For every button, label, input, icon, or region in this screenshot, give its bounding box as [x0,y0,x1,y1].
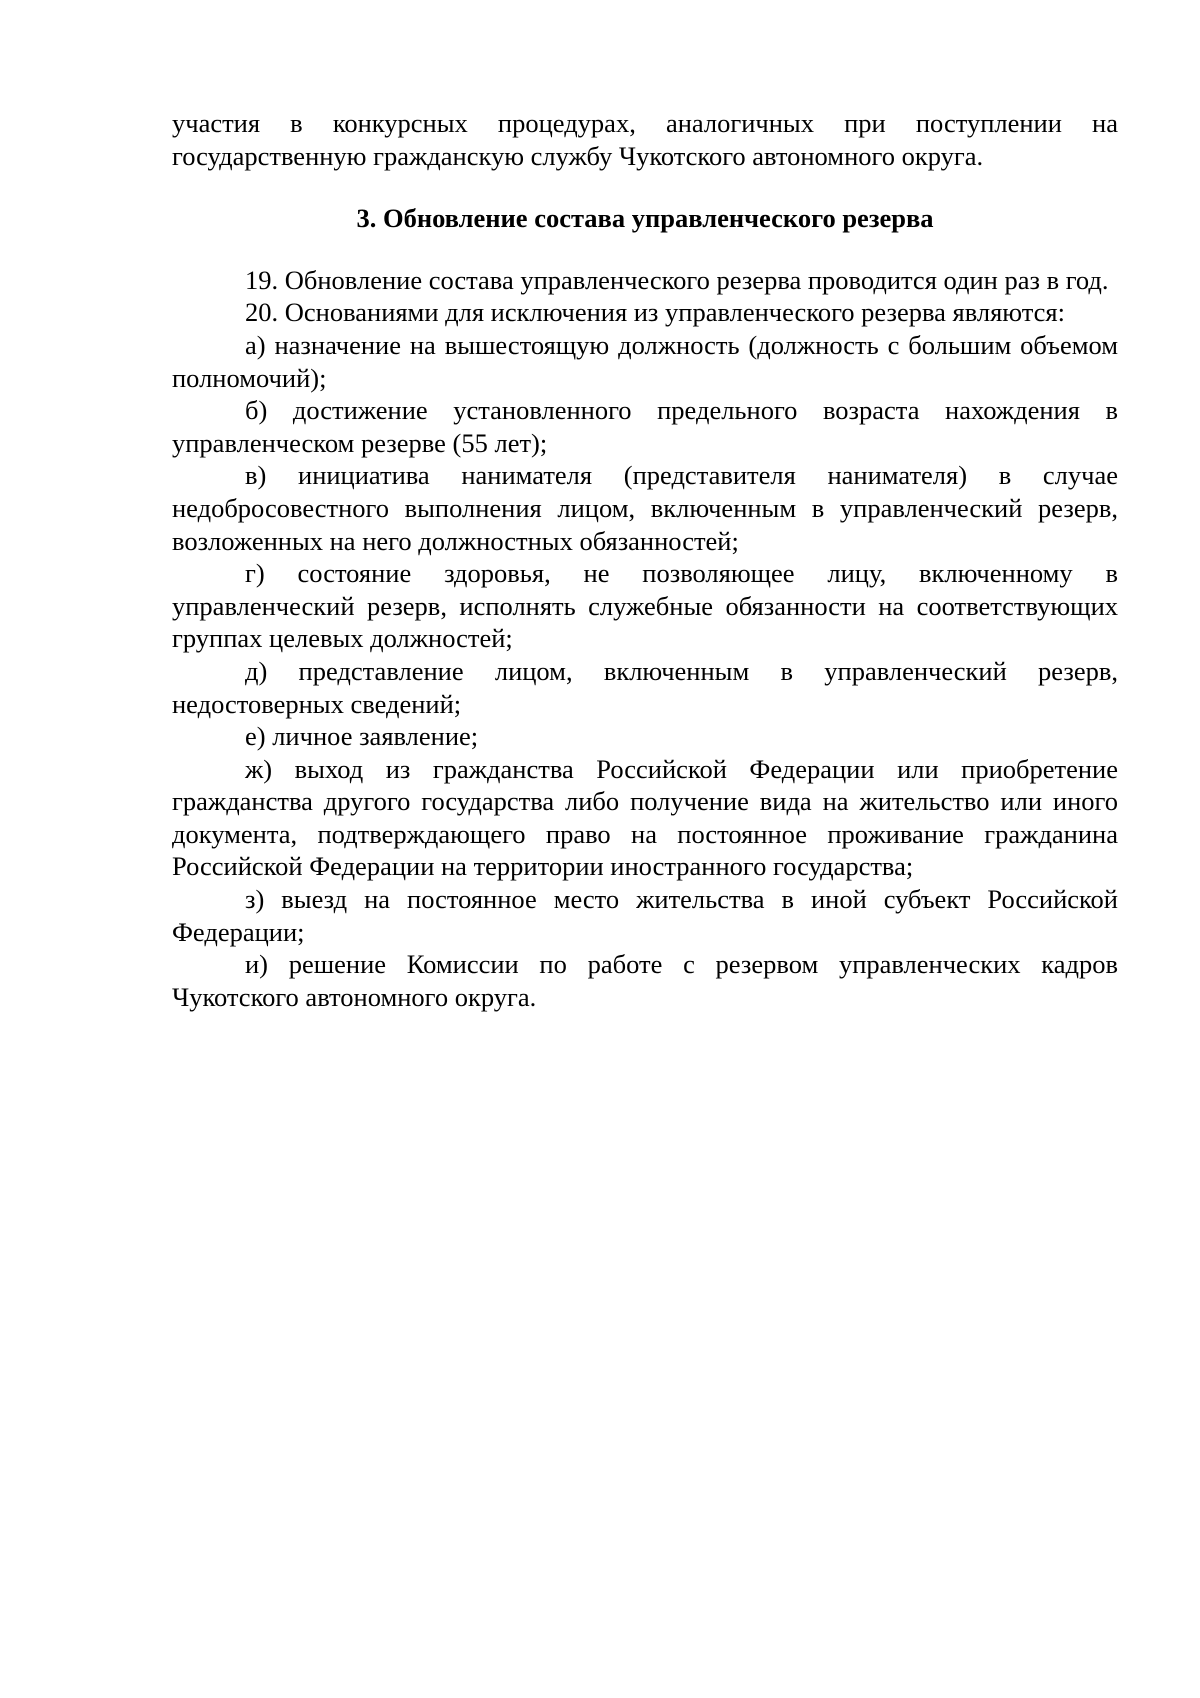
list-item-zh: ж) выход из гражданства Российской Федерации или приобретение гражданства другого государства либо получение вида на жительство или иного документа, подтверждающего право на постоянное проживание гражданина Российской Федерации на территории иностранного государства; [172,753,1118,882]
list-item-b: б) достижение установленного предельного возраста нахождения в управленческом резерве (55 лет); [172,395,1118,458]
document-page [172,107,1118,1013]
list-item-z: з) выезд на постоянное место жительства в иной субъект Российской Федерации; [172,884,1118,947]
list-item-i: и) решение Комиссии по работе с резервом управленческих кадров Чукотского автономного округа. [172,949,1118,1012]
paragraph-19: 19. Обновление состава управленческого резерва проводится один раз в год. [245,264,1109,295]
list-item-d: д) представление лицом, включенным в управленческий резерв, недостоверных сведений; [172,655,1118,719]
list-item-a: а) назначение на вышестоящую должность (должность с большим объемом полномочий); [172,329,1118,393]
paragraph-20: 20. Основаниями для исключения из управленческого резерва являются: [245,297,1065,328]
intro-paragraph: участия в конкурсных процедурах, аналогичных при поступлении на государственную гражданскую службу Чукотского автономного округа. [172,108,1118,171]
list-item-g: г) состояние здоровья, не позволяющее лицу, включенному в управленческий резерв, исполнять служебные обязанности на соответствующих группах целевых должностей; [172,558,1118,654]
list-item-v: в) инициатива нанимателя (представителя нанимателя) в случае недобросовестного выполнения лицом, включенным в управленческий резерв, возложенных на него должностных обязанностей; [172,460,1118,556]
section-heading: 3. Обновление состава управленческого резерва [356,203,934,234]
list-item-e: е) личное заявление; [245,721,479,752]
